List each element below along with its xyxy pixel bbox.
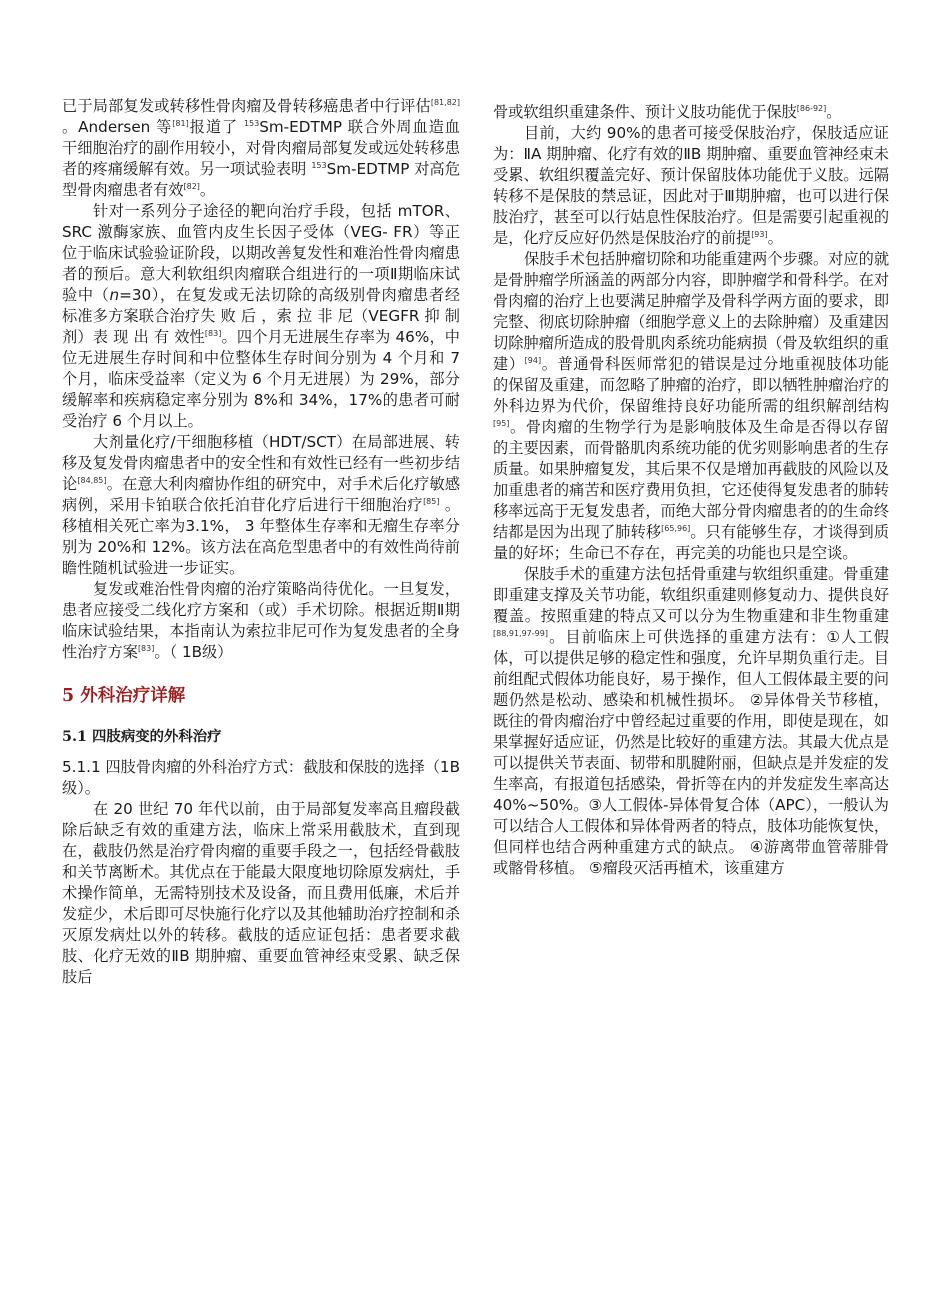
text: 。骨肉瘤的生物学行为是影响肢体及生命是否得以存留的主要因素，而骨骼肌肉系统功能的优劣则影响患者的生存质量。如果肿瘤复发，其后果不仅是增加再截肢的风险以及加重患者的痛苦和医疗费用负担，它还使得复发患者的肺转移率远高于无复发患者，而绝大部分骨肉瘤患者的的生命终结都是因为出现了肺转移 [493, 418, 889, 541]
text: 。 [826, 103, 842, 121]
paragraph [493, 249, 889, 564]
citation: [65,96] [661, 524, 691, 533]
variable: n [109, 286, 120, 304]
paragraph [493, 102, 889, 123]
text: 大剂量化疗/干细胞移植（HDT/SCT）在局部进展、转移及复发骨肉瘤患者中的安全性和有效性已经有一些初步结论 [62, 433, 460, 493]
text: 报道了 [188, 118, 244, 136]
citation: [94] [524, 356, 542, 365]
citation: [84,85] [77, 476, 107, 485]
text: Sm-EDTMP 联合外周血造血干细胞治疗的副作用较小，对骨肉瘤局部复发或远处转移患者的疼痛缓解有效。另一项试验表明 [62, 118, 460, 178]
text: 。Andersen 等 [62, 118, 173, 136]
text: 目前，大约 90%的患者可接受保肢治疗，保肢适应证为：ⅡA 期肿瘤、化疗有效的ⅡB 期肿瘤、重要血管神经束未受累、软组织覆盖完好、预计保留肢体功能优于义肢。远隔转移不是保肢的禁忌证，因此对于Ⅲ期肿瘤，也可以进行保肢治疗，甚至可以行姑息性保肢治疗。但是需要引起重视的是，化疗反应好仍然是保肢治疗的前提 [493, 124, 889, 247]
text: 。目前临床上可供选择的重建方法有：①人工假体，可以提供足够的稳定性和强度，允许早期负重行走。目前组配式假体功能良好，易于操作，但人工假体最主要的问题仍然是松动、感染和机械性损坏。 ②异体骨关节移植，既往的骨肉瘤治疗中曾经起过重要的作用，即使是现在，如果掌握好适应证，仍然是比较好的重建方法。其最大优点是可以提供关节表面、韧带和肌腱附丽，但缺点是并发症的发生率高，有报道包括感染，骨折等在内的并发症发生率高达 40%~50%。③人工假体-异体骨复合体（APC），一般认为可以结合人工假体和异体骨两者的特点，肢体功能恢复快，但同样也结合两种重建方式的缺点。 ④游离带血管蒂腓骨或髂骨移植。 ⑤瘤段灭活再植术，该重建方 [493, 628, 889, 877]
text: 。 [767, 229, 783, 247]
text: 针对一系列分子途径的靶向治疗手段，包括 mTOR、SRC 激酶家族、血管内皮生长因子受体（VEG- FR）等正位于临床试验验证阶段，以期改善复发性和难治性骨肉瘤患者的预后。意大利软组织肉瘤联合组进行的一项Ⅱ期临床试验中（ [62, 202, 460, 304]
isotope-mass-number: 153 [311, 161, 327, 170]
isotope-mass-number: 153 [243, 119, 260, 128]
paragraph [493, 564, 889, 879]
citation: [86-92] [796, 104, 827, 113]
citation: [81,82] [430, 98, 460, 107]
citation: [83] [137, 644, 155, 653]
right-column [493, 102, 889, 879]
citation: [95] [493, 419, 510, 428]
paragraph [62, 432, 460, 579]
paragraph [62, 96, 460, 201]
section-heading: 5 外科治疗详解 [62, 686, 186, 706]
text: 保肢手术的重建方法包括骨重建与软组织重建。骨重建即重建支撑及关节功能，软组织重建则修复动力、提供良好覆盖。按照重建的特点又可以分为生物重建和非生物重建 [493, 565, 889, 625]
text: =30），在复发或无法切除的高级别骨肉瘤患者经标准多方案联合治疗失 败 后 ，索 拉 非 尼（VEGFR 抑 制 剂）表 现 出 有 效性 [62, 286, 461, 346]
left-column [62, 96, 460, 988]
subsection-heading: 5.1 四肢病变的外科治疗 [62, 728, 222, 745]
citation: [83] [204, 329, 222, 338]
paragraph [62, 201, 460, 432]
paragraph: 5.1.1 四肢骨肉瘤的外科治疗方式：截肢和保肢的选择（1B 级）。 [62, 758, 460, 797]
citation: [93] [751, 230, 768, 239]
text: 骨或软组织重建条件、预计义肢功能优于保肢 [493, 103, 797, 121]
text: 。移植相关死亡率为3.1%， 3 年整体生存率和无瘤生存率分别为 20%和 12%。该方法在高危型患者中的有效性尚待前瞻性随机试验进一步证实。 [62, 496, 461, 577]
citation: [88,91,97-99] [493, 629, 548, 638]
citation: [82] [183, 182, 200, 191]
text: 。只有能够生存，才谈得到质量的好坏；生命已不存在，再完美的功能也只是空谈。 [493, 523, 890, 562]
text: 。在意大利肉瘤协作组的研究中，对手术后化疗敏感病例，采用卡铂联合依托泊苷化疗后进行干细胞治疗 [62, 475, 461, 514]
text: 。 [199, 181, 216, 199]
text: 。普通骨科医师常犯的错误是过分地重视肢体功能的保留及重建，而忽略了肿瘤的治疗，即以牺牲肿瘤治疗的外科边界为代价，保留维持良好功能所需的组织解剖结构 [493, 355, 890, 415]
text: Sm-EDTMP 对高危型骨肉瘤患者有效 [62, 160, 461, 199]
citation: [85] [423, 497, 440, 506]
paragraph [493, 123, 889, 249]
text: 已于局部复发或转移性骨肉瘤及骨转移癌患者中行评估 [62, 97, 431, 115]
paragraph [62, 579, 460, 663]
citation: [81] [172, 119, 189, 128]
text: 。（ 1B级） [154, 643, 233, 661]
text: 保肢手术包括肿瘤切除和功能重建两个步骤。对应的就是骨肿瘤学所涵盖的两部分内容，即肿瘤学和骨科学。在对骨肉瘤的治疗上也要满足肿瘤学及骨科学两方面的要求，即完整、彻底切除肿瘤（细胞学意义上的去除肿瘤）及重建因切除肿瘤所造成的股骨肌肉系统功能病损（骨及软组织的重建） [493, 250, 889, 373]
text: 。四个月无进展生存率为 46%，中位无进展生存时间和中位整体生存时间分别为 4 个月和 7 个月，临床受益率（定义为 6 个月无进展）为 29%，部分缓解率和疾病稳定率分别为 8%和 34%，17%的患者可耐受治疗 6 个月以上。 [62, 328, 460, 430]
paragraph: 在 20 世纪 70 年代以前，由于局部复发率高且瘤段截除后缺乏有效的重建方法，临床上常采用截肢术，直到现在，截肢仍然是治疗骨肉瘤的重要手段之一，包括经骨截肢和关节离断术。其优点在于能最大限度地切除原发病灶，手术操作简单，无需特别技术及设备，而且费用低廉，术后并发症少，术后即可尽快施行化疗以及其他辅助治疗控制和杀灭原发病灶以外的转移。截肢的适应证包括：患者要求截肢、化疗无效的ⅡB 期肿瘤、重要血管神经束受累、缺乏保肢后 [62, 800, 460, 986]
text: 复发或难治性骨肉瘤的治疗策略尚待优化。一旦复发，患者应接受二线化疗方案和（或）手术切除。根据近期Ⅱ期临床试验结果，本指南认为索拉非尼可作为复发患者的全身性治疗方案 [62, 580, 460, 661]
